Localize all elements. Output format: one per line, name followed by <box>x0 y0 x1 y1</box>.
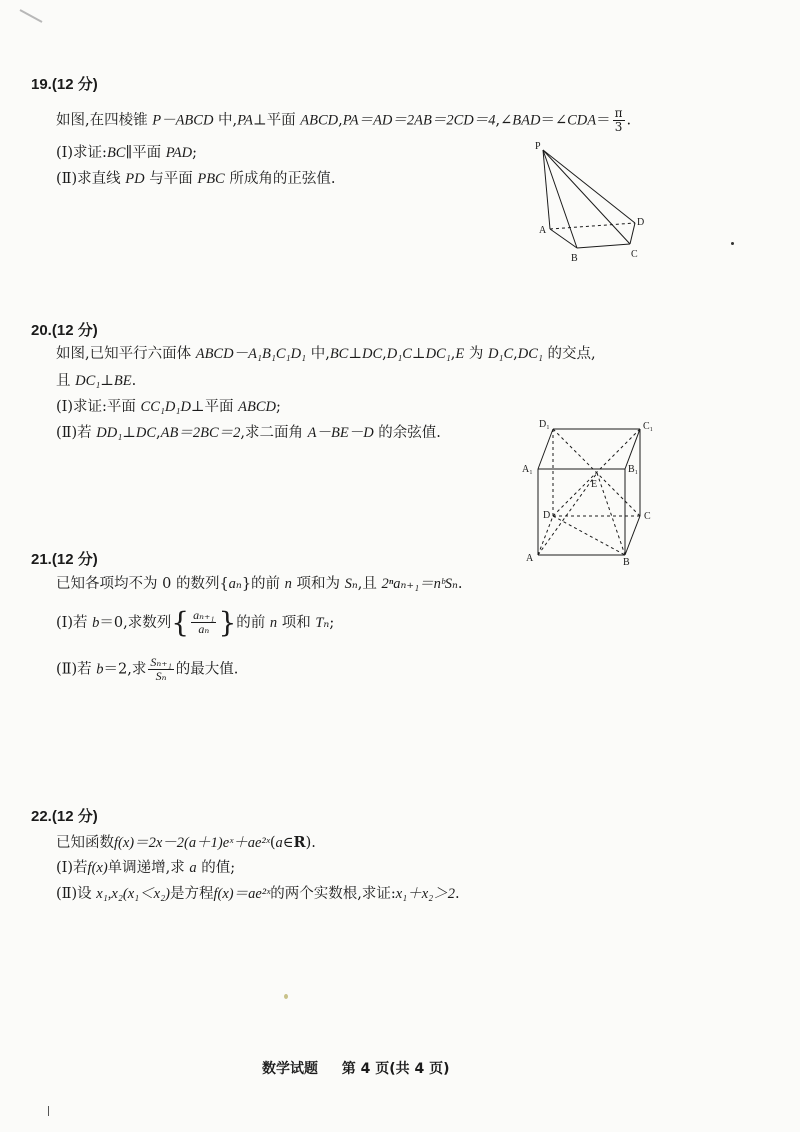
footer-subject: 数学试题 <box>262 1061 318 1077</box>
point-label-D1: D₁ <box>539 419 550 430</box>
point-label-A: A <box>539 225 547 236</box>
point-label-C: C <box>644 511 651 522</box>
point-label-C1: C₁ <box>643 421 654 432</box>
problem-19-part-1: (Ⅰ)求证:BC∥平面 PAD; <box>56 145 197 161</box>
left-brace: { <box>171 606 190 639</box>
problem-20-stem: 如图,已知平行六面体 ABCD－A₁B₁C₁D₁ 中,BC⊥DC,D₁C⊥DC₁,E 为 D₁C,DC₁ 的交点, <box>56 346 596 362</box>
point-label-B: B <box>623 557 630 568</box>
right-brace: } <box>218 606 237 639</box>
page-footer <box>262 1058 450 1078</box>
point-label-A1: A₁ <box>522 464 533 475</box>
point-label-D: D <box>637 217 645 228</box>
scan-mark <box>48 1106 49 1116</box>
problem-20-part-2: (Ⅱ)若 DD₁⊥DC,AB＝2BC＝2,求二面角 A－BE－D 的余弦值. <box>56 425 441 441</box>
point-label-B: B <box>571 253 578 264</box>
problem-21-part-1: (Ⅰ)若 b＝0,求数列{ $\frac{\text{aₙ₊₁}}{\text{aₙ}}$ }的前 n 项和 Tₙ; <box>56 606 335 639</box>
point-label-E: E <box>591 479 598 490</box>
problem-21-heading: 21.(12 分) <box>31 551 98 568</box>
problem-21-stem: 已知各项均不为 0 的数列{aₙ}的前 n 项和为 Sₙ,且 2ⁿaₙ₊₁＝nᵇSₙ. <box>56 576 463 592</box>
scan-mark <box>18 6 48 26</box>
parallelepiped-figure <box>510 415 660 575</box>
problem-22-heading: 22.(12 分) <box>31 808 98 825</box>
problem-21-part-2: (Ⅱ)若 b＝2,求 $\frac{\text{Sₙ₊₁}}{\text{Sₙ}}$ 的最大值. <box>56 655 239 684</box>
point-label-P: P <box>535 141 541 152</box>
sequence-ratio-fraction: $\frac{\text{aₙ₊₁}}{\text{aₙ}}$ <box>193 608 215 637</box>
pi-over-3-fraction: $\frac{\pi}{3}$ <box>614 106 623 135</box>
scan-dot <box>731 242 734 245</box>
problem-22-part-2: (Ⅱ)设 x₁,x₂(x₁＜x₂)是方程f(x)＝ae²ˣ的两个实数根,求证:x₁＋x₂＞2. <box>56 886 460 902</box>
problem-20-stem-continued: 且 DC₁⊥BE. <box>56 373 137 389</box>
problem-22-stem: 已知函数f(x)＝2x－2(a＋1)eˣ＋ae²ˣ(a∈R). <box>56 834 316 851</box>
problem-19-heading: 19.(12 分) <box>31 76 98 93</box>
problem-19-stem: 如图,在四棱锥 P－ABCD 中,PA⊥平面 ABCD,PA＝AD＝2AB＝2CD＝4,∠BAD＝∠CDA＝ $\frac{\pi}{3}$ . <box>56 106 632 135</box>
problem-19-part-2: (Ⅱ)求直线 PD 与平面 PBC 所成角的正弦值. <box>56 171 336 187</box>
problem-20-heading: 20.(12 分) <box>31 322 98 339</box>
point-label-C: C <box>631 249 638 260</box>
scan-dot <box>284 994 288 999</box>
point-label-D: D <box>543 510 551 521</box>
problem-20-part-1: (Ⅰ)求证:平面 CC₁D₁D⊥平面 ABCD; <box>56 399 281 415</box>
footer-page-number: 第 4 页(共 4 页) <box>341 1061 450 1077</box>
point-label-A: A <box>526 553 534 564</box>
problem-22-part-1: (Ⅰ)若f(x)单调递增,求 a 的值; <box>56 860 236 876</box>
pyramid-figure <box>525 135 655 270</box>
sum-ratio-fraction: $\frac{\text{Sₙ₊₁}}{\text{Sₙ}}$ <box>150 655 172 684</box>
point-label-B1: B₁ <box>628 464 639 475</box>
